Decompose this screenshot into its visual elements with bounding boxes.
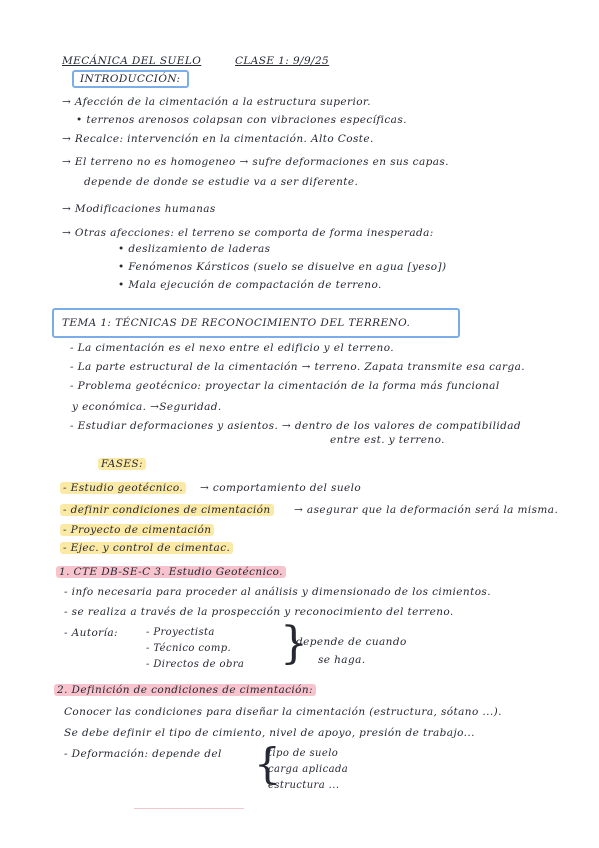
class-date: CLASE 1: 9/9/25	[235, 55, 330, 67]
deformacion-item: estructura ...	[268, 780, 340, 791]
autoria-item: - Directos de obra	[146, 659, 245, 670]
autoria-item: - Técnico comp.	[146, 643, 232, 654]
intro-line: • deslizamiento de laderas	[118, 243, 271, 255]
deformacion-item: carga aplicada	[268, 764, 349, 775]
intro-line: → Otras afecciones: el terreno se comporta de forma inesperada:	[62, 227, 434, 239]
intro-line: → El terreno no es homogeneo → sufre deformaciones en sus capas.	[62, 156, 449, 168]
autoria-item: - Proyectista	[146, 627, 215, 638]
section2-line: Conocer las condiciones para diseñar la cimentación (estructura, sótano ...).	[64, 706, 502, 718]
fases-item: - definir condiciones de cimentación	[60, 504, 274, 516]
page-title: MECÁNICA DEL SUELO	[62, 55, 202, 67]
intro-line: • terrenos arenosos colapsan con vibraciones específicas.	[76, 114, 407, 126]
tema1-line: y económica. →Seguridad.	[72, 401, 222, 413]
intro-line: → Modificaciones humanas	[62, 203, 216, 215]
intro-heading: INTRODUCCIÓN:	[72, 70, 189, 88]
curly-brace: {	[254, 739, 281, 788]
deformacion-item: tipo de suelo	[268, 748, 339, 759]
tema1-line: - La cimentación es el nexo entre el edificio y el terreno.	[70, 342, 394, 354]
divider	[134, 808, 244, 809]
section1-line: - se realiza a través de la prospección y reconocimiento del terreno.	[64, 606, 454, 618]
intro-line: • Mala ejecución de compactación de terreno.	[118, 279, 382, 291]
curly-brace: }	[280, 618, 308, 669]
intro-line: • Fenómenos Kársticos (suelo se disuelve en agua [yeso])	[118, 261, 447, 273]
tema1-line: entre est. y terreno.	[330, 434, 445, 446]
fases-item: - Ejec. y control de cimentac.	[60, 542, 233, 554]
fases-item: - Estudio geotécnico.	[60, 482, 186, 494]
fases-note: → asegurar que la deformación será la misma.	[294, 504, 559, 516]
intro-line: → Recalce: intervención en la cimentación. Alto Coste.	[62, 133, 374, 145]
autoria-note: se haga.	[318, 654, 366, 666]
tema1-line: - Estudiar deformaciones y asientos. → dentro de los valores de compatibilidad	[70, 420, 522, 432]
intro-line: → Afección de la cimentación a la estructura superior.	[62, 96, 371, 108]
deformacion-label: - Deformación: depende del	[64, 748, 222, 760]
autoria-label: - Autoría:	[64, 627, 118, 639]
tema1-heading: TEMA 1: TÉCNICAS DE RECONOCIMIENTO DEL TERRENO.	[52, 308, 460, 338]
tema1-line: - Problema geotécnico: proyectar la cimentación de la forma más funcional	[70, 380, 500, 392]
section1-line: - info necesaria para proceder al análisis y dimensionado de los cimientos.	[64, 586, 491, 598]
fases-heading: FASES:	[98, 458, 146, 470]
autoria-note: depende de cuando	[296, 636, 407, 648]
fases-item: - Proyecto de cimentación	[60, 524, 214, 536]
section1-heading: 1. CTE DB-SE-C 3. Estudio Geotécnico.	[56, 566, 286, 578]
section2-line: Se debe definir el tipo de cimiento, nivel de apoyo, presión de trabajo...	[64, 727, 475, 739]
fases-note: → comportamiento del suelo	[200, 482, 362, 494]
tema1-line: - La parte estructural de la cimentación → terreno. Zapata transmite esa carga.	[70, 361, 525, 373]
section2-heading: 2. Definición de condiciones de cimentación:	[54, 684, 316, 696]
intro-line: depende de donde se estudie va a ser diferente.	[84, 176, 359, 188]
